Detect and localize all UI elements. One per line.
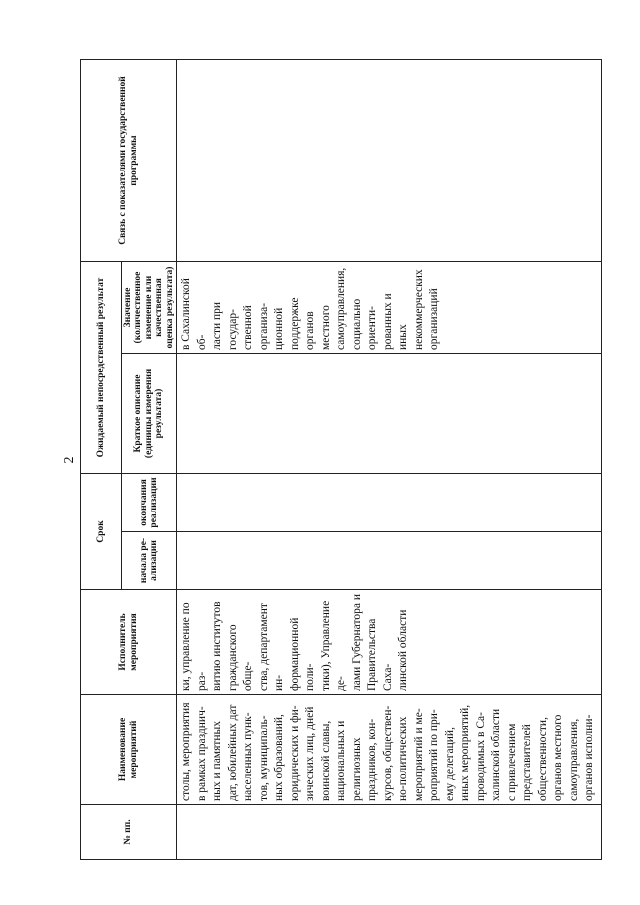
text-line: национальных и <box>335 720 348 801</box>
text-line: самоуправления, <box>335 267 348 350</box>
header-executor: Исполнитель мероприятия <box>81 590 177 695</box>
text-line: органов местного <box>552 714 565 801</box>
text-line: витию институтов <box>211 601 224 691</box>
text-line: линской области <box>397 609 410 691</box>
text-line: представителей <box>521 724 534 801</box>
text-line: праздников, кон- <box>366 718 379 801</box>
text-line: религиозных <box>350 737 363 801</box>
text-line: ласти при государ- <box>211 301 239 350</box>
cell-link <box>177 60 602 262</box>
cell-result-value <box>177 262 602 354</box>
text-line: в Сахалинской об- <box>180 278 208 350</box>
text-line: тов, муниципаль- <box>257 715 270 801</box>
text-line: воинской славы, <box>319 720 332 801</box>
text-line: органов исполни- <box>583 714 596 801</box>
text-line: Правительства Саха- <box>366 618 394 691</box>
header-result-value: Значение (количественное изменение или качественная оценка результата) <box>122 262 177 354</box>
text-line: роприятий по при- <box>428 709 441 801</box>
text-line: мероприятий и ме- <box>412 708 425 801</box>
cell-start <box>177 532 602 590</box>
text-line: некоммерческих <box>412 269 425 350</box>
cell-end <box>177 474 602 532</box>
text-line: дат, юбилейных дат <box>226 704 239 801</box>
header-name: Наименование мероприятий <box>81 695 177 805</box>
text-line: тики), Управление де- <box>319 600 348 691</box>
text-line: организаций <box>428 288 441 350</box>
text-line: в рамках празднич- <box>195 706 208 801</box>
header-result-short: Краткое описание (единицы измерения результата) <box>122 354 177 474</box>
text-line: ственной организа- <box>242 302 270 350</box>
measures-table <box>80 59 602 860</box>
table-header-row <box>81 60 122 860</box>
text-line: ционной поддержке <box>273 297 301 350</box>
text-line: с привлечением <box>505 723 518 801</box>
page-number: 2 <box>62 456 77 464</box>
header-result-group: Ожидаемый непосредственный результат <box>81 262 122 474</box>
text-line: ему делегаций, <box>443 727 456 801</box>
cell-num <box>177 805 602 860</box>
text-line: самоуправления, <box>567 718 580 801</box>
header-period-end: окончания реализации <box>122 474 177 532</box>
cell-name-lines <box>179 698 598 801</box>
text-line: ных и памятных <box>211 720 224 801</box>
text-line: населенных пунк- <box>242 712 255 801</box>
text-line: лами Губернатора и <box>350 594 363 691</box>
rotated-page-content <box>62 60 620 860</box>
text-line: проводимых в Са- <box>474 712 487 801</box>
text-line: юридических и фи- <box>288 705 301 801</box>
cell-name <box>177 695 602 805</box>
cell-executor-lines <box>179 593 412 691</box>
text-line: ства, департамент ин- <box>257 603 286 691</box>
text-line: общественности, <box>536 717 549 801</box>
text-line: столы, мероприятия <box>180 702 193 801</box>
text-line: халинской области <box>490 708 503 801</box>
text-line: формационной поли- <box>288 617 317 691</box>
text-line: зических лиц, дней <box>304 706 317 801</box>
text-line: рованных и иных <box>381 293 410 350</box>
cell-result-value-lines <box>179 265 443 350</box>
text-line: иных мероприятий, <box>459 704 472 801</box>
header-period-start: начала ре-ализации <box>122 532 177 590</box>
text-line: курсов, обществен- <box>381 705 394 801</box>
text-line: социально ориенти- <box>350 298 379 350</box>
cell-result-short <box>177 354 602 474</box>
header-link: Связь с показателями государственной программы <box>81 60 177 262</box>
text-line: гражданского обще- <box>226 624 255 691</box>
text-line: ки, управление по раз- <box>180 602 208 691</box>
table-row <box>177 60 602 860</box>
text-line: но-политических <box>397 716 410 801</box>
header-num: № пп. <box>81 805 177 860</box>
text-line: ных образований, <box>273 714 286 801</box>
header-period: Срок <box>81 474 122 590</box>
cell-executor <box>177 590 602 695</box>
text-line: органов местного <box>304 305 332 350</box>
